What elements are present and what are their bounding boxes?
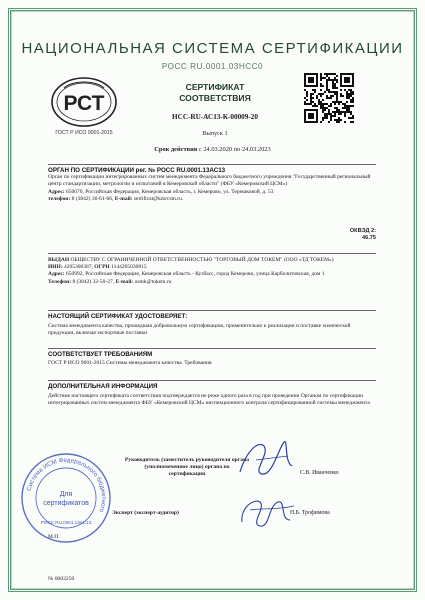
requirements-heading: СООТВЕТСТВУЕТ ТРЕБОВАНИЯМ [48, 351, 153, 358]
validity-label: Срок действия [154, 146, 198, 153]
logo-mark-text: РСТ [63, 92, 105, 115]
organ-text: Орган по сертификации интегрированных систем менеджмента Федерального бюджетного учреждения "Государственный региональный центр стандартизации, метрологии и испытаний в Кемеровской области" (ФБУ «Кемеровский ЦСМ») [48, 174, 371, 188]
organ-address: Адрес: 650070, Российская Федерация, Кемеровская область, г. Кемерово, ул. Терешковой, д. 53 [48, 188, 274, 195]
certificate-number: НСС-RU-АС13-К-00009-20 [172, 113, 258, 121]
system-title: НАЦИОНАЛЬНАЯ СИСТЕМА СЕРТИФИКАЦИИ [21, 40, 404, 57]
divider [48, 348, 376, 349]
seal-stamp-icon [20, 452, 112, 544]
expert-signature-icon [232, 490, 304, 534]
divider [48, 253, 376, 254]
okved-value: 46.75 [362, 235, 376, 241]
certificate-title [150, 82, 280, 104]
divider [48, 380, 376, 381]
organ-section [48, 167, 376, 203]
okved-label: ОКВЭД 2: [349, 228, 376, 234]
organ-heading: ОРГАН ПО СЕРТИФИКАЦИИ рег. № РОСС RU.0001.13АС13 [48, 167, 226, 174]
registry-code: РОСС RU.0001.03НСС0 [161, 62, 264, 71]
issued-address: Адрес: 650992, Российская Федерация, Кемеровская область - Кузбасс, город Кемерово, улица Карболитовская, дом 1 [48, 271, 325, 278]
stamp-bottom-text: РОСС RU.0001.13АС13 [40, 520, 92, 525]
expert-name: Н.Б. Трофимова [290, 510, 330, 516]
requirements-section [48, 351, 376, 367]
validity-from: 24.03.2020 [203, 146, 233, 153]
validity-period [0, 146, 425, 153]
validity-from-word: с [198, 146, 202, 153]
additional-heading: ДОПОЛНИТЕЛЬНАЯ ИНФОРМАЦИЯ [48, 383, 158, 390]
rst-logo-icon [50, 76, 118, 128]
certificate-title-line1: СЕРТИФИКАТ [185, 82, 245, 92]
head-signature-icon [232, 432, 304, 482]
head-signature-label: Руководитель (заместитель руководителя органа (уполномоченное лицо) органа по сертификации [124, 457, 250, 477]
issue-number: Выпуск 1 [202, 130, 228, 137]
validity-to-word: по [233, 146, 241, 153]
requirements-text: ГОСТ Р ИСО 9001-2015 Системы менеджмента качества. Требования [48, 360, 212, 367]
serial-number: № 0002250 [48, 576, 75, 582]
okved [330, 228, 376, 242]
certifies-section [48, 313, 376, 338]
head-name: С.В. Иванченко [300, 470, 339, 476]
stamp-center-line2: сертификатов [43, 500, 89, 507]
mp-label: М.П. [48, 534, 60, 540]
expert-signature-label: Эксперт (эксперт-аудитор) [112, 510, 179, 516]
divider [48, 310, 376, 311]
certifies-text: Система менеджмента качества, прошедшая добровольную сертификацию, применительно к реализации и поставке химической продукции, включая экспортные поставки [48, 323, 351, 337]
issued-contacts: Телефон: 8 (3842) 32-50-27, E-mail: osmk@tokem.ru [48, 278, 172, 285]
logo-caption: ГОСТ Р ИСО 9001-2015 [55, 130, 113, 136]
validity-to: 24.03.2023 [241, 146, 271, 153]
organ-contacts: телефон: 8 (3842) 36-61-66, E-mail: sertificat@kmrcsm.ru. [48, 195, 184, 202]
stamp-center-line1: Для [59, 491, 73, 498]
issued-to: ВЫДАН ОБЩЕСТВУ С ОГРАНИЧЕННОЙ ОТВЕТСТВЕННОСТЬЮ "ТОРГОВЫЙ ДОМ ТОКЕМ" (ООО «ТД ТОКЕМ») [48, 257, 334, 263]
certifies-heading: НАСТОЯЩИЙ СЕРТИФИКАТ УДОСТОВЕРЯЕТ: [48, 313, 188, 320]
stamp-ring-text: Система ИСМ Федерального бюджетного [25, 456, 108, 514]
additional-section [48, 383, 376, 408]
divider [48, 164, 376, 165]
issued-ids: ИНН: 4205300387, ОГРН 1144205030815 [48, 264, 147, 271]
additional-text: Действие настоящего сертификата соответствия подтверждается не реже одного раза в год при проведении Органом по сертификации интегрированных систем менеджмента ФБУ «Кемеровский ЦСМ» инспекционного контроля сертифицированной системы менеджмента [48, 393, 370, 407]
qr-code-icon [304, 73, 354, 123]
issued-section [48, 257, 376, 286]
certificate-title-line2: СООТВЕТСТВИЯ [179, 93, 251, 103]
